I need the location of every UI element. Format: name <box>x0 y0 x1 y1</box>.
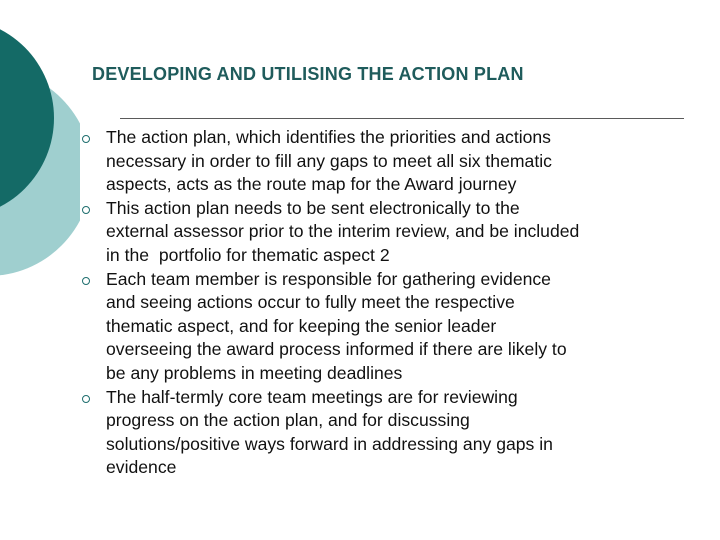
bullet-item <box>82 386 702 480</box>
bullet-line: in the portfolio for thematic aspect 2 <box>106 244 390 265</box>
bullet-line: Each team member is responsible for gathering evidence <box>106 268 551 289</box>
bullet-line: external assessor prior to the interim review, and be included <box>106 221 580 242</box>
bullet-line: thematic aspect, and for keeping the senior leader <box>106 315 497 336</box>
bullet-line: overseeing the award process informed if there are likely to <box>106 339 567 360</box>
bullet-line: necessary in order to fill any gaps to meet all six thematic <box>106 150 552 171</box>
hollow-circle-bullet-icon <box>82 277 90 285</box>
title-divider <box>120 118 684 119</box>
hollow-circle-bullet-icon <box>82 206 90 214</box>
bullet-line: progress on the action plan, and for discussing <box>106 410 470 431</box>
bullet-list <box>82 126 702 480</box>
slide-title: DEVELOPING AND UTILISING THE ACTION PLAN <box>92 64 524 84</box>
hollow-circle-bullet-icon <box>82 395 90 403</box>
bullet-line: aspects, acts as the route map for the Award journey <box>106 174 517 195</box>
bullet-text <box>106 197 702 268</box>
decorative-circles <box>0 0 80 300</box>
bullet-line: This action plan needs to be sent electronically to the <box>106 197 520 218</box>
bullet-line: and seeing actions occur to fully meet the respective <box>106 292 515 313</box>
bullet-text <box>106 126 702 197</box>
bullet-item <box>82 197 702 268</box>
hollow-circle-bullet-icon <box>82 135 90 143</box>
bullet-line: The action plan, which identifies the priorities and actions <box>106 127 551 147</box>
bullet-line: solutions/positive ways forward in addressing any gaps in <box>106 433 553 454</box>
bullet-line: The half-termly core team meetings are for reviewing <box>106 386 518 407</box>
bullet-item <box>82 126 702 197</box>
bullet-text <box>106 268 702 386</box>
bullet-text <box>106 386 702 480</box>
bullet-line: be any problems in meeting deadlines <box>106 362 403 383</box>
bullet-item <box>82 268 702 386</box>
bullet-line: evidence <box>106 457 177 478</box>
